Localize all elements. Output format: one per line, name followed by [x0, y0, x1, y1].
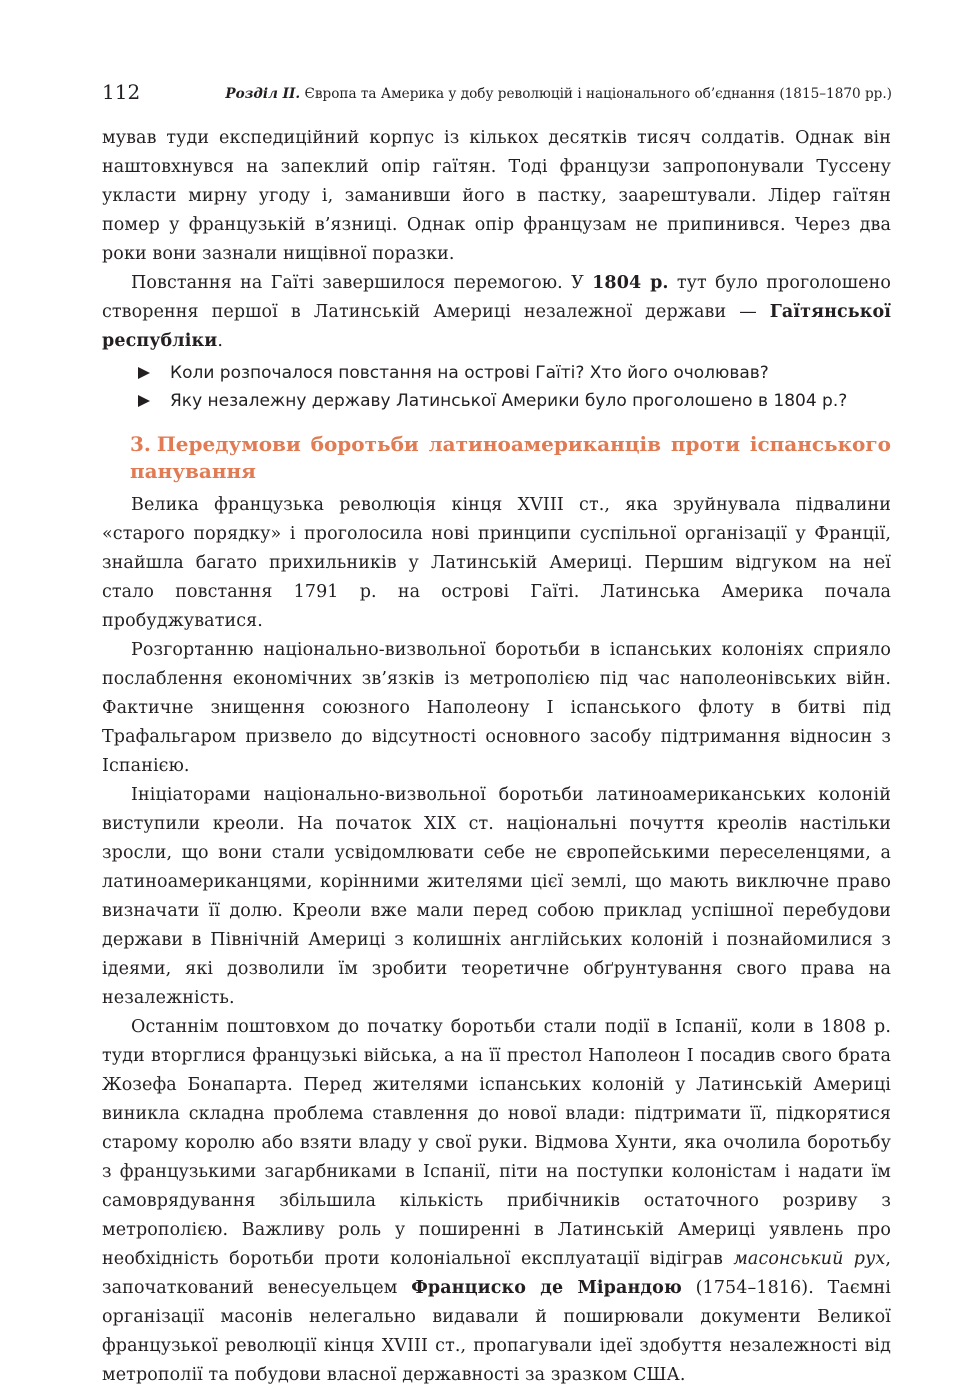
section-heading-title: Передумови боротьби латиноамериканців проти іспанського панування — [130, 432, 891, 483]
text-run: . — [217, 331, 223, 351]
section-heading — [130, 431, 891, 485]
paragraph-last-push — [102, 1013, 891, 1390]
triangle-bullet-icon — [138, 367, 150, 379]
question-item — [102, 387, 891, 415]
page-number: 112 — [102, 80, 141, 104]
bold-name: Франциско де Мірандою — [411, 1278, 682, 1298]
page-header — [102, 80, 892, 108]
triangle-bullet-icon — [138, 395, 150, 407]
page-content — [102, 124, 891, 1390]
question-text: Яку незалежну державу Латинської Америки було проголошено в 1804 р.? — [170, 391, 848, 411]
paragraph-revolution: Велика французька революція кінця XVIII ст., яка зруйнувала підвалини «старого порядку» і проголосила нові принципи суспільної організації у Франції, знайшла багато прихильників у Латинській Америці. Першим відгуком на неї стало повстання 1791 р. на острові Гаїті. Латинська Америка почала пробуджуватися. — [102, 495, 891, 631]
running-head — [225, 84, 892, 104]
question-item — [102, 359, 891, 387]
section-title: Європа та Америка у добу революцій і національного об’єднання (1815–1870 рр.) — [300, 86, 892, 102]
text-run: Повстання на Гаїті завершилося перемогою. У — [131, 273, 593, 293]
text-run: тут було проголошено створення першої в Латинській Америці незалежної держави — — [102, 273, 891, 322]
bold-year: 1804 р. — [592, 273, 669, 293]
review-questions — [102, 359, 891, 415]
text-run: Останнім поштовхом до початку боротьби стали події в Іспанії, коли в 1808 р. туди вторглися французькі війська, а на її престол Наполеон І посадив свого брата Жозефа Бонапарта. Перед жителями іспанських колоній у Латинській Америці виникла складна проблема ставлення до нової влади: підтримати її, підкорятися старому королю або взяти владу у свої руки. Відмова Хунти, яка очолила боротьбу з французькими загарбниками в Іспанії, піти на поступки колоністам і надати їм самоврядування збільшила кількість прибічників остаточного розриву з метрополією. Важливу роль у поширенні в Латинській Америці уявлень про необхідність боротьби проти колоніальної експлуатації відіграв — [102, 1017, 891, 1269]
text-run: , започаткований венесуельцем — [102, 1249, 891, 1298]
bold-republic: Гаїтянської республіки — [102, 302, 891, 351]
paragraph-napoleonic-wars: Розгортанню національно-визвольної боротьби в іспанських колоніях сприяло послаблення економічних зв’язків із метрополією під час наполеонівських війн. Фактичне знищення союзного Наполеону І іспанського флоту в битві під Трафальгаром призвело до відсутності основного засобу підтримання відносин з Іспанією. — [102, 640, 891, 776]
paragraph-haiti-victory — [102, 269, 891, 356]
section-label: Розділ ІІ. — [225, 86, 301, 102]
italic-term: масонський рух — [733, 1249, 886, 1269]
paragraph-creoles: Ініціаторами національно-визвольної боротьби латиноамериканських колоній виступили креоли. На початок XIX ст. національні почуття креолів настільки зросли, що вони стали усвідомлювати себе не європейськими переселенцями, а латиноамериканцями, корінними жителями цієї землі, що мають виключне право визначати її долю. Креоли вже мали перед собою приклад успішної перебудови держави в Північній Америці з колишніх англійських колоній і познайомилися з ідеями, які дозволили їм зробити теоретичне обґрунтування свого права на незалежність. — [102, 785, 891, 1008]
question-text: Коли розпочалося повстання на острові Гаїті? Хто його очолював? — [170, 363, 769, 383]
paragraph-continuation: мував туди експедиційний корпус із кількох десятків тисяч солдатів. Однак він наштовхнувся на запеклий опір гаїтян. Тоді французи запропонували Туссену укласти мирну угоду і, заманивши його в пастку, заарештували. Лідер гаїтян помер у французькій в’язниці. Однак опір французам не припинився. Через два роки вони зазнали нищівної поразки. — [102, 128, 891, 264]
section-number: 3. — [130, 432, 151, 456]
text-run: (1754–1816). Таємні організації масонів нелегально видавали й поширювали документи Великої французької революції кінця XVIII ст., пропагували ідеї здобуття незалежності від метрополії та побудови власної державності за зразком США. — [102, 1278, 891, 1385]
